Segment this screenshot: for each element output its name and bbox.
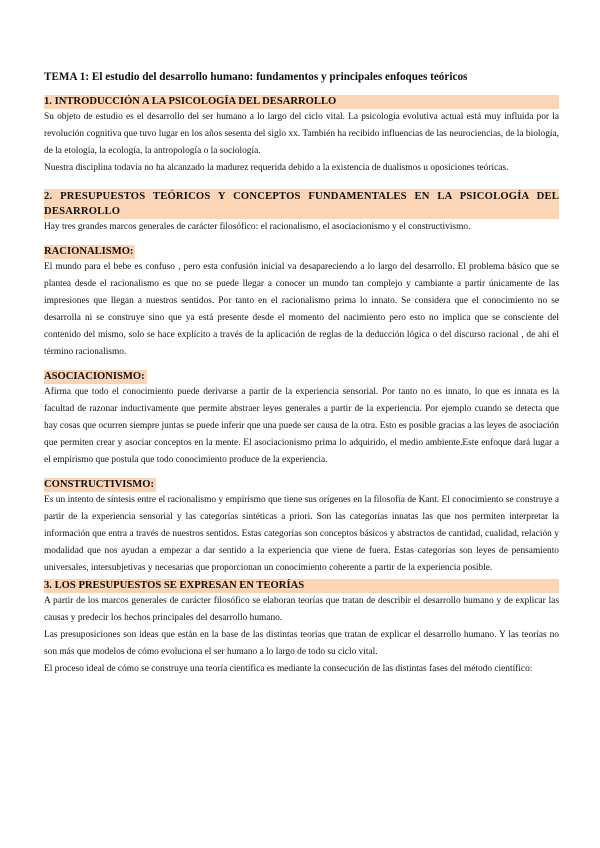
section-2-intro: Hay tres grandes marcos generales de carácter filosófico: el racionalismo, el asociacionismo y el constructivismo. bbox=[44, 222, 471, 232]
asociacionismo-text: Afirma que todo el conocimiento puede derivarse a partir de la experiencia sensorial. Por tanto no es innato, lo que es innata es la facultad de razonar inductivamente que permite abstraer leyes generales a partir de la experiencia. Por ejemplo cuando se detecta que hay cosas que ocurren siempre juntas se puede inferir que una puede ser causa de la otra. Esto es posible gracias a las leyes de asociación que permiten crear y asociar conceptos en la mente. El asociacionismo prima lo adquirido, el medio ambiente.Este enfoque dará lugar a el empirismo que postula que todo conocimiento produce de la experiencia. bbox=[44, 387, 559, 465]
section-1-paragraph: Nuestra disciplina todavía no ha alcanzado la madurez requerida debido a la existencia de dualismos u oposiciones teóricas. bbox=[44, 163, 509, 173]
section-3-paragraph: A partir de los marcos generales de carácter filosófico se elaboran teorías que tratan de describir el desarrollo humano y de explicar las causas y predecir los hechos principales del desarrollo humano. bbox=[44, 596, 559, 623]
constructivismo-text: Es un intento de síntesis entre el racionalismo y empirismo que tiene sus orígenes en la filosofía de Kant. El conocimiento se construye a partir de la experiencia sensorial y las categorías sintéticas a priori. Son las categorías innatas las que nos permiten interpretar la información que entra a través de nuestros sentidos. Estas categorías son conceptos básicos y abstractos de cantidad, cualidad, relación y modalidad que nos ayudan a empezar a dar sentido a la experiencia que viene de fuera. Estas categorías son leyes de pensamiento universales, intersubjetivas y necesarias que proporcionan un conocimiento coherente a partir de la experiencia posible. bbox=[44, 495, 559, 573]
racionalismo-text: El mundo para el bebe es confuso , pero esta confusión inicial va desapareciendo a lo largo del desarrollo. El problema básico que se plantea desde el racionalismo es que no se puede llegar a conocer un mundo tan complejo y cambiante a partir únicamente de las impresiones que llegan a nuestros sentidos. Por tanto en el racionalismo prima lo innato. Se considera que el conocimiento no se desarrolla ni se construye sino que ya está presente desde el momento del nacimiento pero esto no implica que se consciente del contenido del mismo, solo se hace explícito a través de la aplicación de reglas de la deducción lógica o del discurso racional , de ahí el término racionalismo. bbox=[44, 262, 559, 357]
document-title: TEMA 1: El estudio del desarrollo humano: fundamentos y principales enfoques teóricos bbox=[44, 71, 468, 83]
section-3-paragraph: Las presuposiciones son ideas que están en la base de las distintas teorías que tratan de explicar el desarrollo humano. Y las teorías no son más que modelos de cómo evoluciona el ser humano a lo largo de todo su ciclo vital. bbox=[44, 630, 559, 657]
section-2-heading: 2. PRESUPUESTOS TEÓRICOS Y CONCEPTOS FUNDAMENTALES EN LA PSICOLOGÍA DEL DESARROLLO bbox=[44, 191, 559, 217]
section-1-paragraph: Su objeto de estudio es el desarrollo del ser humano a lo largo del ciclo vital. La psicología evolutiva actual está muy influida por la revolución cognitiva que tuvo lugar en los años sesenta del siglo xx. También ha recibido influencias de las neurociencias, de la biología, de la etología, la ecología, la antropología o la sociología. bbox=[44, 112, 559, 156]
section-3-heading: 3. LOS PRESUPUESTOS SE EXPRESAN EN TEORÍAS bbox=[44, 579, 559, 593]
asociacionismo-heading: ASOCIACIONISMO: bbox=[44, 371, 145, 382]
section-3-paragraph: El proceso ideal de cómo se construye una teoría científica es mediante la consecución de las distintas fases del método científico: bbox=[44, 664, 533, 674]
document-page bbox=[44, 70, 559, 678]
constructivismo-heading: CONSTRUCTIVISMO: bbox=[44, 479, 155, 490]
racionalismo-heading: RACIONALISMO: bbox=[44, 246, 134, 257]
section-1-heading: 1. INTRODUCCIÓN A LA PSICOLOGÍA DEL DESARROLLO bbox=[44, 95, 559, 109]
